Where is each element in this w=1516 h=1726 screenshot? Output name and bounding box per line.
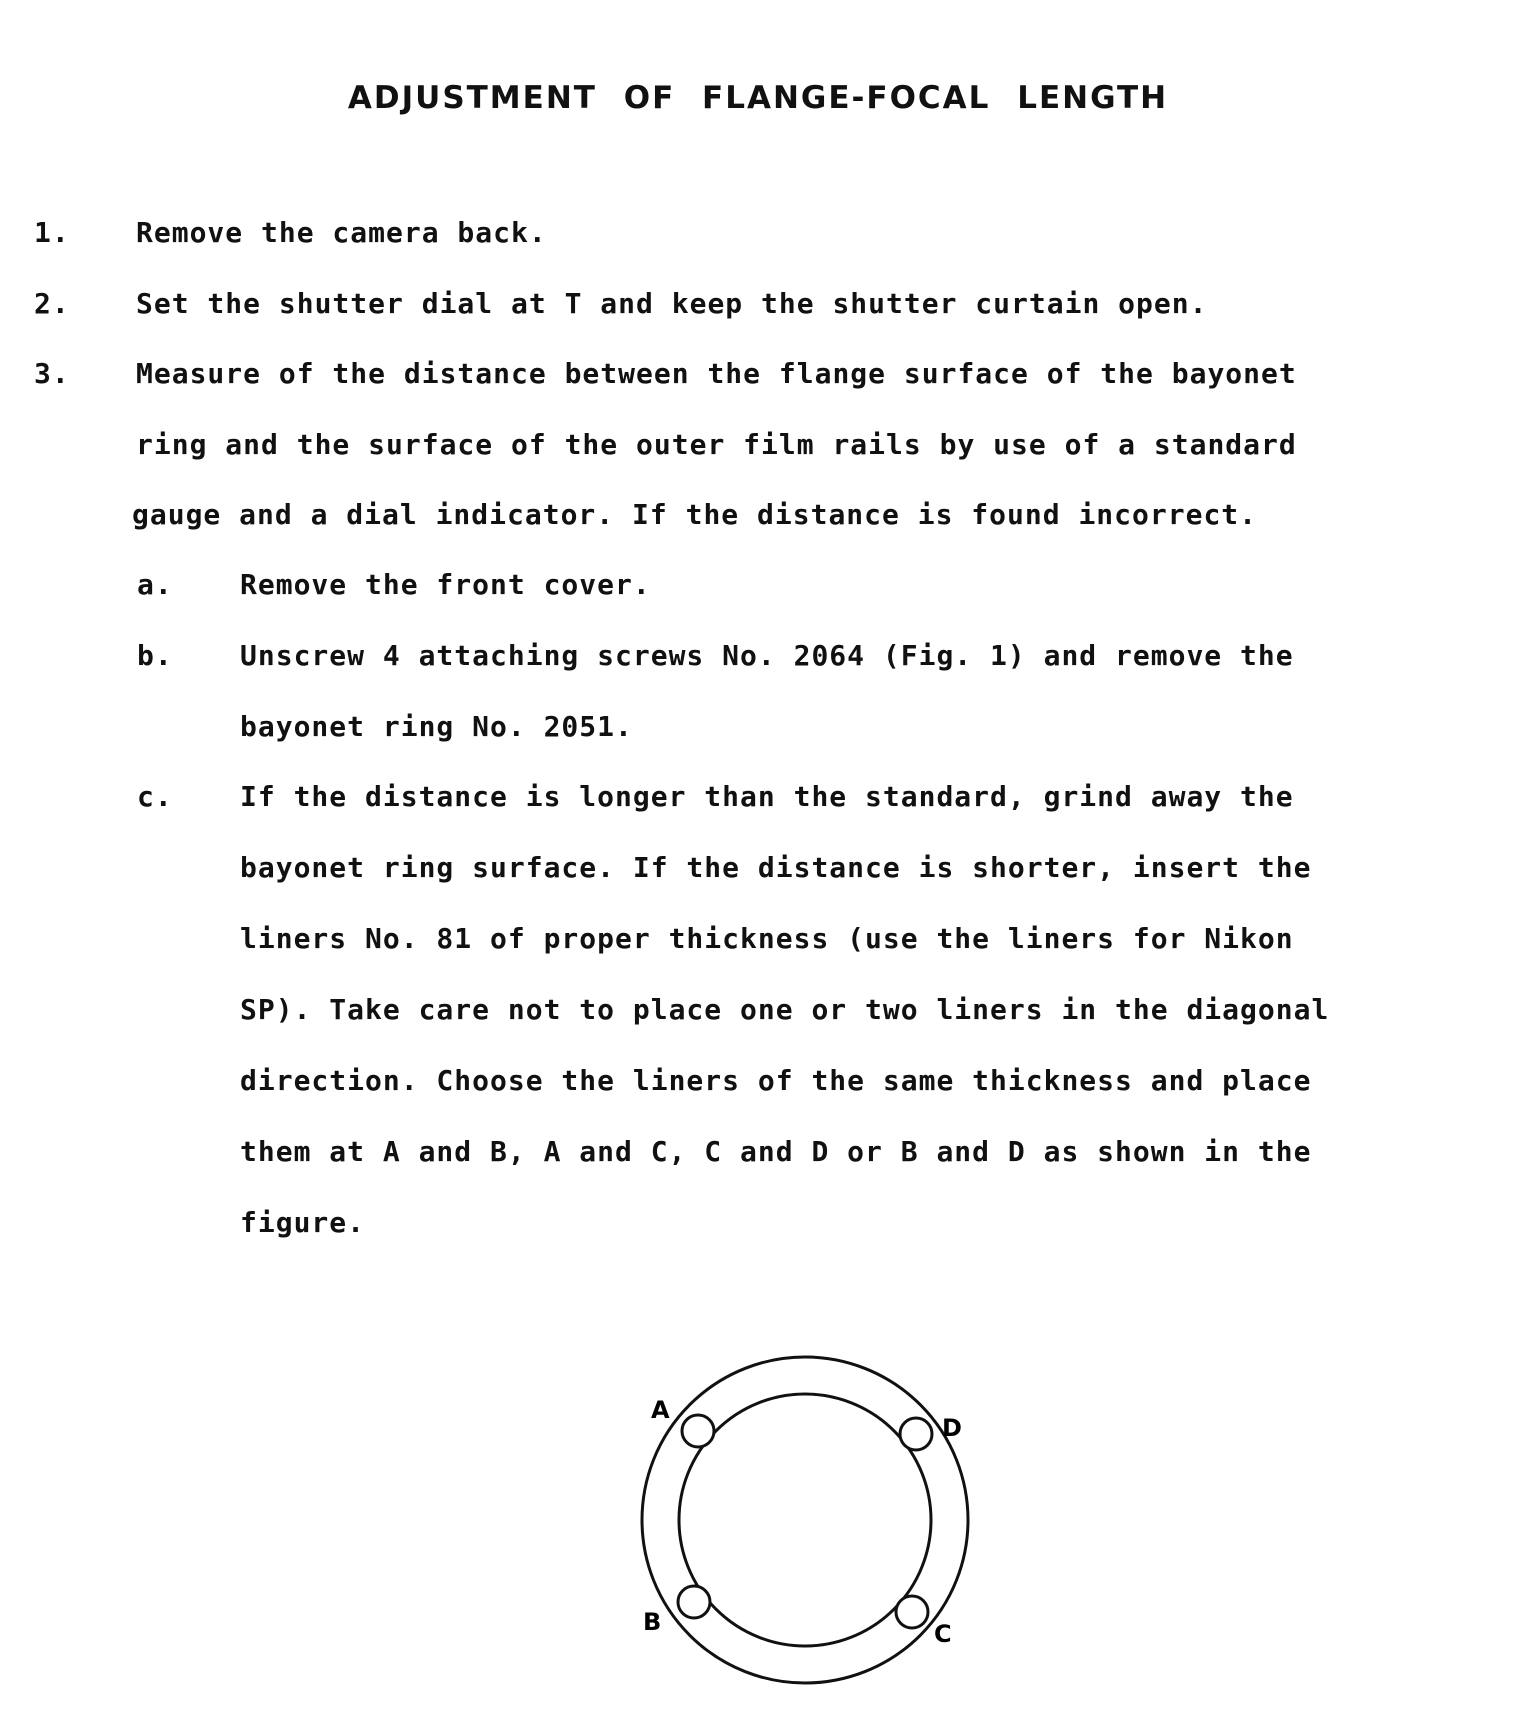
substep-letter: b. bbox=[137, 639, 173, 672]
substep-text: Unscrew 4 attaching screws No. 2064 (Fig. 1) and remove the bbox=[240, 639, 1294, 672]
bayonet-ring-figure bbox=[620, 1350, 980, 1690]
label-a: A bbox=[651, 1396, 670, 1424]
step-number: 1. bbox=[34, 216, 70, 249]
substep-text: If the distance is longer than the standard, grind away the bbox=[240, 780, 1294, 813]
substep-letter: a. bbox=[137, 568, 173, 601]
substep-text: Remove the front cover. bbox=[240, 568, 651, 601]
liner-position-b bbox=[678, 1586, 710, 1618]
page-title: ADJUSTMENT OF FLANGE-FOCAL LENGTH bbox=[347, 80, 1169, 116]
step-text: ring and the surface of the outer film rails by use of a standard bbox=[136, 428, 1297, 461]
label-c: C bbox=[934, 1620, 952, 1648]
substep-text: liners No. 81 of proper thickness (use the liners for Nikon bbox=[240, 922, 1294, 955]
substep-text: bayonet ring surface. If the distance is shorter, insert the bbox=[240, 851, 1312, 884]
substep-text: SP). Take care not to place one or two liners in the diagonal bbox=[240, 993, 1330, 1026]
liner-position-d bbox=[900, 1418, 932, 1450]
step-text: Measure of the distance between the flange surface of the bayonet bbox=[136, 357, 1297, 390]
liner-position-a bbox=[682, 1415, 714, 1447]
step-text: gauge and a dial indicator. If the distance is found incorrect. bbox=[132, 498, 1258, 531]
substep-text: bayonet ring No. 2051. bbox=[240, 710, 633, 743]
step-number: 3. bbox=[34, 357, 70, 390]
outer-ring bbox=[642, 1357, 968, 1683]
label-d: D bbox=[942, 1414, 962, 1442]
step-number: 2. bbox=[34, 287, 70, 320]
label-b: B bbox=[643, 1608, 662, 1636]
step-text: Set the shutter dial at T and keep the shutter curtain open. bbox=[136, 287, 1208, 320]
substep-text: them at A and B, A and C, C and D or B and D as shown in the bbox=[240, 1135, 1312, 1168]
substep-text: figure. bbox=[240, 1206, 366, 1239]
substep-letter: c. bbox=[137, 780, 173, 813]
inner-ring bbox=[679, 1394, 931, 1646]
substep-text: direction. Choose the liners of the same thickness and place bbox=[240, 1064, 1312, 1097]
step-text: Remove the camera back. bbox=[136, 216, 547, 249]
liner-position-c bbox=[896, 1596, 928, 1628]
